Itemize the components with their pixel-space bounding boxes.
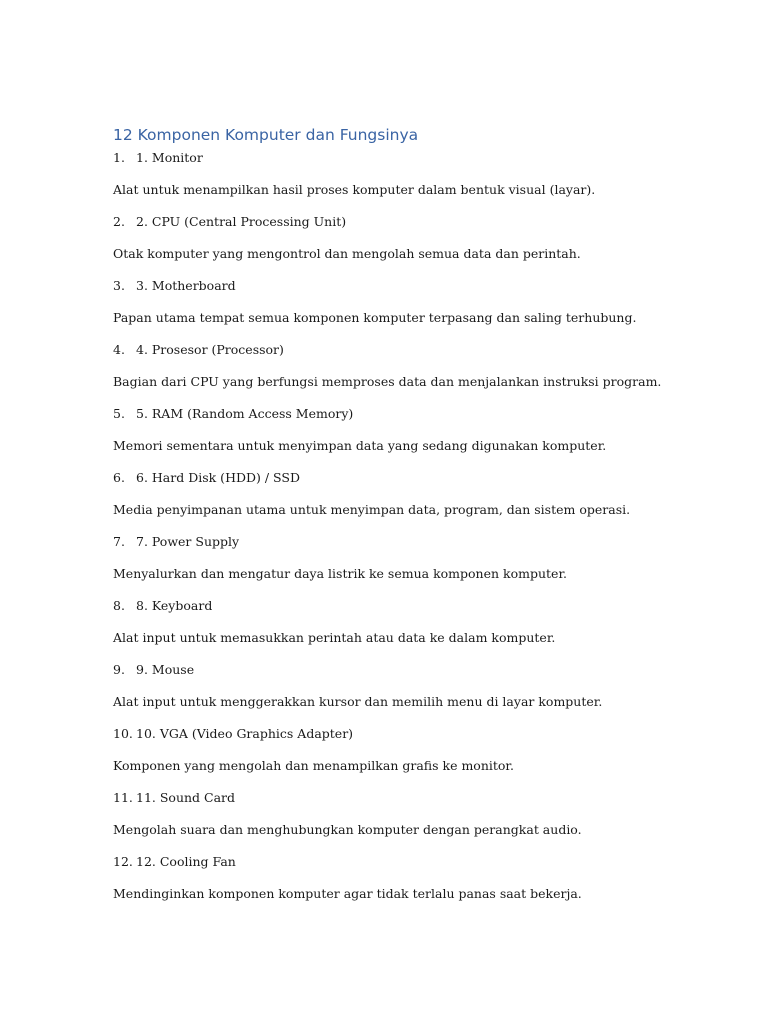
item-number: 6. — [113, 470, 125, 485]
item-heading — [113, 724, 733, 744]
item-heading — [113, 788, 733, 808]
item-description: Komponen yang mengolah dan menampilkan grafis ke monitor. — [113, 758, 515, 773]
item-title: 4. Prosesor (Processor) — [136, 342, 284, 357]
document-title: 12 Komponen Komputer dan Fungsinya — [113, 126, 419, 144]
item-number: 9. — [113, 662, 125, 677]
item-heading — [113, 404, 733, 424]
item-heading — [113, 148, 733, 168]
item-title: 12. Cooling Fan — [136, 854, 236, 869]
item-title: 10. VGA (Video Graphics Adapter) — [136, 726, 354, 741]
item-number: 8. — [113, 598, 125, 613]
item-title: 5. RAM (Random Access Memory) — [136, 406, 354, 421]
item-number: 5. — [113, 406, 125, 421]
list-item — [113, 340, 733, 404]
item-title: 7. Power Supply — [136, 534, 240, 549]
item-title: 9. Mouse — [136, 662, 195, 677]
item-heading — [113, 660, 733, 680]
item-number: 12. — [113, 854, 133, 869]
item-description: Papan utama tempat semua komponen komputer terpasang dan saling terhubung. — [113, 310, 637, 325]
item-number: 4. — [113, 342, 125, 357]
list-item — [113, 468, 733, 532]
item-description: Mengolah suara dan menghubungkan komputer dengan perangkat audio. — [113, 822, 582, 837]
list-item — [113, 788, 733, 852]
item-heading — [113, 532, 733, 552]
item-number: 10. — [113, 726, 133, 741]
item-description: Alat input untuk menggerakkan kursor dan memilih menu di layar komputer. — [113, 694, 603, 709]
item-title: 8. Keyboard — [136, 598, 213, 613]
item-heading — [113, 596, 733, 616]
list-item — [113, 596, 733, 660]
item-number: 2. — [113, 214, 125, 229]
item-number: 3. — [113, 278, 125, 293]
item-number: 1. — [113, 150, 125, 165]
item-title: 11. Sound Card — [136, 790, 236, 805]
item-title: 3. Motherboard — [136, 278, 236, 293]
item-heading — [113, 852, 733, 872]
component-list — [113, 148, 733, 916]
list-item — [113, 148, 733, 212]
list-item — [113, 404, 733, 468]
item-title: 6. Hard Disk (HDD) / SSD — [136, 470, 300, 485]
item-heading — [113, 340, 733, 360]
item-heading — [113, 276, 733, 296]
item-number: 11. — [113, 790, 133, 805]
list-item — [113, 660, 733, 724]
item-description: Alat untuk menampilkan hasil proses komputer dalam bentuk visual (layar). — [113, 182, 596, 197]
item-description: Media penyimpanan utama untuk menyimpan data, program, dan sistem operasi. — [113, 502, 631, 517]
list-item — [113, 212, 733, 276]
item-description: Otak komputer yang mengontrol dan mengolah semua data dan perintah. — [113, 246, 581, 261]
item-heading — [113, 212, 733, 232]
list-item — [113, 852, 733, 916]
item-heading — [113, 468, 733, 488]
item-number: 7. — [113, 534, 125, 549]
item-description: Alat input untuk memasukkan perintah atau data ke dalam komputer. — [113, 630, 556, 645]
item-title: 2. CPU (Central Processing Unit) — [136, 214, 347, 229]
item-description: Menyalurkan dan mengatur daya listrik ke semua komponen komputer. — [113, 566, 568, 581]
item-description: Mendinginkan komponen komputer agar tidak terlalu panas saat bekerja. — [113, 886, 582, 901]
list-item — [113, 276, 733, 340]
item-title: 1. Monitor — [136, 150, 203, 165]
item-description: Memori sementara untuk menyimpan data yang sedang digunakan komputer. — [113, 438, 607, 453]
list-item — [113, 724, 733, 788]
item-description: Bagian dari CPU yang berfungsi memproses data dan menjalankan instruksi program. — [113, 374, 662, 389]
list-item — [113, 532, 733, 596]
